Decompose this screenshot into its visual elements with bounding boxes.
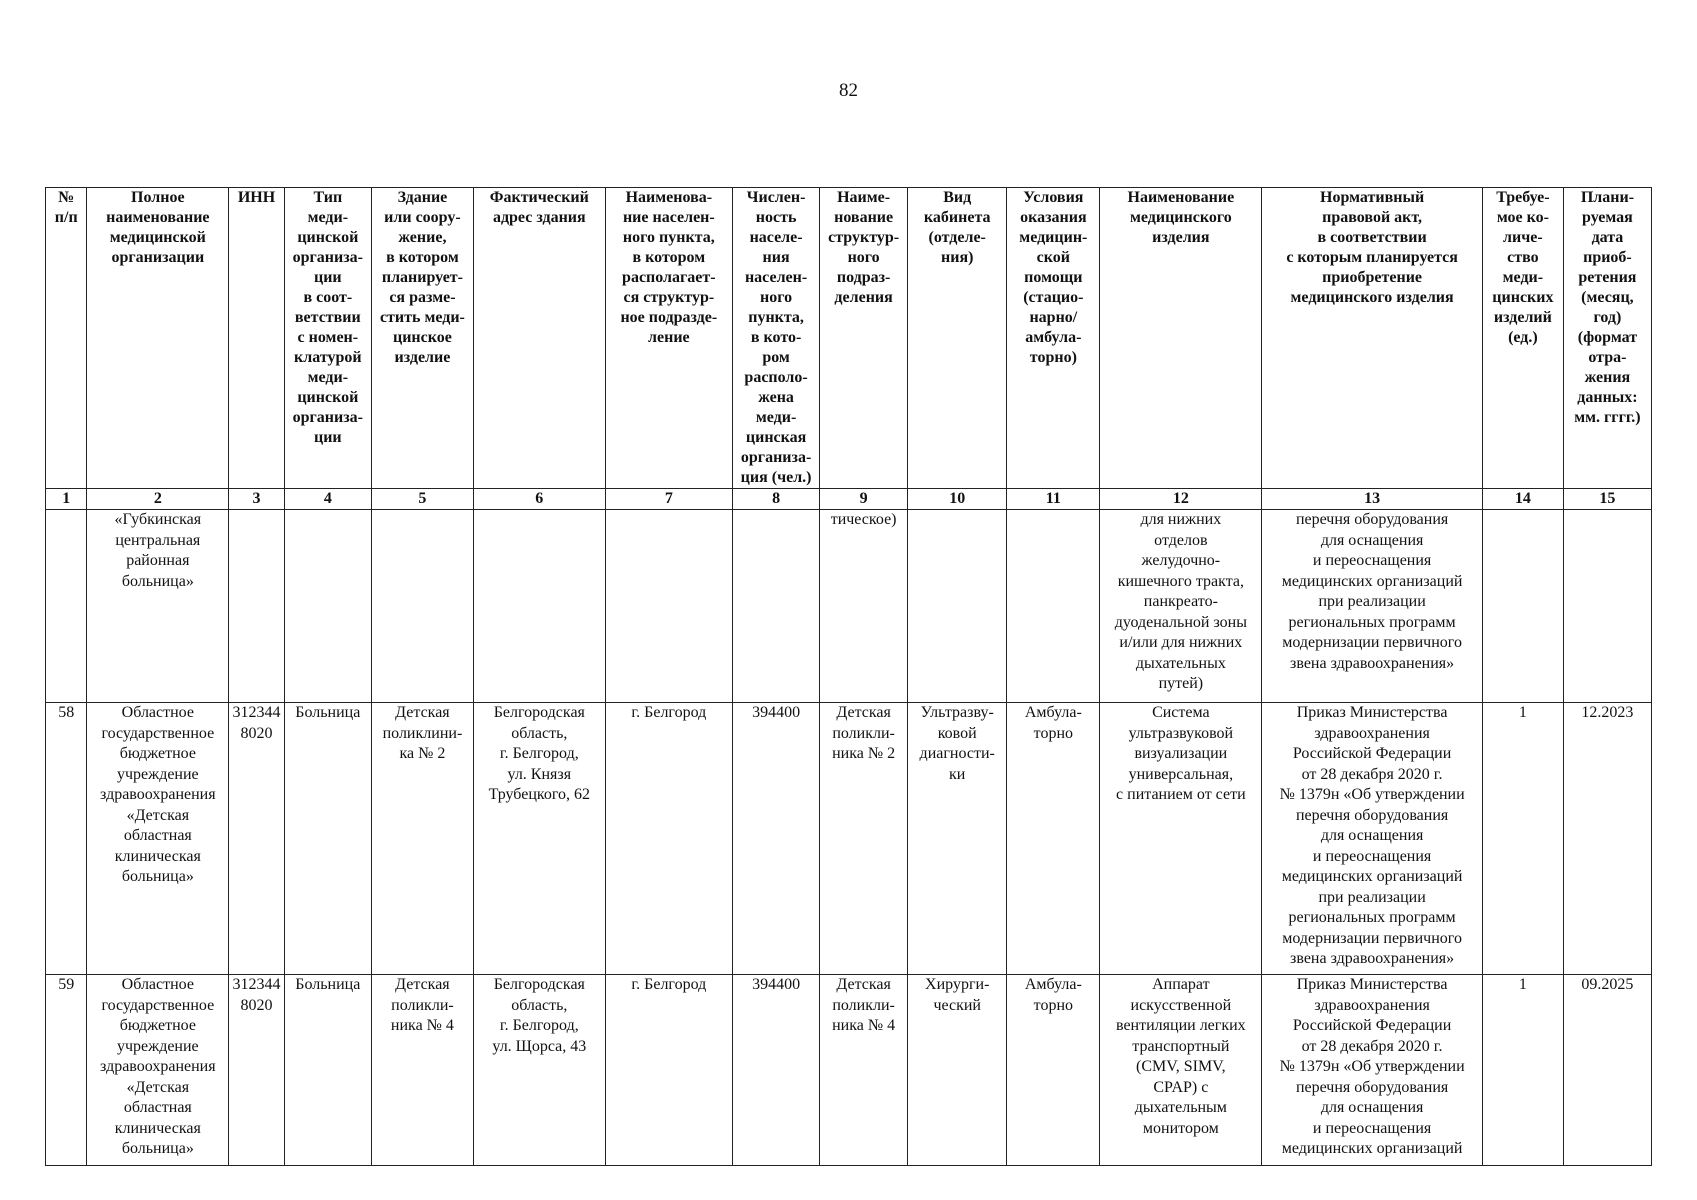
header-cell: Вид кабинета (отделе- ния) xyxy=(908,188,1007,489)
column-number: 4 xyxy=(284,489,371,510)
header-cell: Условия оказания медицин- ской помощи (стацио- нарно/ амбула- торно) xyxy=(1007,188,1100,489)
header-cell: Тип меди- цинской организа- ции в соот- ветствии с номен- клатурой меди- цинской организа- ции xyxy=(284,188,371,489)
cell-org: Областное государственное бюджетное учреждение здравоохранения «Детская областная клиническая больница» xyxy=(87,703,229,975)
cell-conditions: Амбула- торно xyxy=(1007,975,1100,1166)
header-cell: Наиме- нование структур- ного подраз- деления xyxy=(820,188,908,489)
column-number: 9 xyxy=(820,489,908,510)
cell-date: 12.2023 xyxy=(1563,703,1651,975)
cell-num: 58 xyxy=(46,703,87,975)
cell-type: Больница xyxy=(284,703,371,975)
cell-qty xyxy=(1482,510,1563,703)
column-number: 11 xyxy=(1007,489,1100,510)
column-number: 8 xyxy=(733,489,820,510)
cell-population: 394400 xyxy=(733,975,820,1166)
cell-cabinet: Ультразву- ковой диагности- ки xyxy=(908,703,1007,975)
cell-locality: г. Белгород xyxy=(605,703,733,975)
header-cell: Фактический адрес здания xyxy=(474,188,606,489)
cell-type: Больница xyxy=(284,975,371,1166)
cell-locality: г. Белгород xyxy=(605,975,733,1166)
cell-device: Аппарат искусственной вентиляции легких транспортный (CMV, SIMV, CPAP) с дыхательным монитором xyxy=(1100,975,1262,1166)
equipment-table xyxy=(45,187,1652,1166)
cell-conditions: Амбула- торно xyxy=(1007,703,1100,975)
header-cell: Полное наименование медицинской организации xyxy=(87,188,229,489)
header-cell: Нормативный правовой акт, в соответствии с которым планируется приобретение медицинского изделия xyxy=(1262,188,1483,489)
column-number: 7 xyxy=(605,489,733,510)
header-cell: Наименова- ние населен- ного пункта, в котором располагает- ся структур- ное подразде- ление xyxy=(605,188,733,489)
cell-cabinet xyxy=(908,510,1007,703)
cell-device: Система ультразвуковой визуализации универсальная, с питанием от сети xyxy=(1100,703,1262,975)
cell-building: Детская поликлини- ка № 2 xyxy=(371,703,473,975)
table-row xyxy=(46,975,1652,1166)
cell-date: 09.2025 xyxy=(1563,975,1651,1166)
column-number: 13 xyxy=(1262,489,1483,510)
cell-population: 394400 xyxy=(733,703,820,975)
cell-act: перечня оборудования для оснащения и переоснащения медицинских организаций при реализации региональных программ модернизации первичного звена здравоохранения» xyxy=(1262,510,1483,703)
cell-num xyxy=(46,510,87,703)
header-row xyxy=(46,188,1652,489)
cell-act: Приказ Министерства здравоохранения Российской Федерации от 28 декабря 2020 г. № 1379н «Об утверждении перечня оборудования для оснащения и переоснащения медицинских организаций при реализации региональных программ модернизации первичного звена здравоохранения» xyxy=(1262,703,1483,975)
column-number: 1 xyxy=(46,489,87,510)
cell-qty: 1 xyxy=(1482,703,1563,975)
cell-locality xyxy=(605,510,733,703)
cell-address: Белгородская область, г. Белгород, ул. Князя Трубецкого, 62 xyxy=(474,703,606,975)
column-number: 15 xyxy=(1563,489,1651,510)
table-row xyxy=(46,510,1652,703)
cell-building: Детская поликли- ника № 4 xyxy=(371,975,473,1166)
header-cell: Числен- ность населе- ния населен- ного пункта, в кото- ром располо- жена меди- цинская организа- ция (чел.) xyxy=(733,188,820,489)
cell-address: Белгородская область, г. Белгород, ул. Щорса, 43 xyxy=(474,975,606,1166)
cell-unit: Детская поликли- ника № 2 xyxy=(820,703,908,975)
header-cell: Требуе- мое ко- личе- ство меди- цинских изделий (ед.) xyxy=(1482,188,1563,489)
cell-date xyxy=(1563,510,1651,703)
cell-unit: тическое) xyxy=(820,510,908,703)
cell-unit: Детская поликли- ника № 4 xyxy=(820,975,908,1166)
cell-act: Приказ Министерства здравоохранения Российской Федерации от 28 декабря 2020 г. № 1379н «Об утверждении перечня оборудования для оснащения и переоснащения медицинских организаций xyxy=(1262,975,1483,1166)
header-cell: № п/п xyxy=(46,188,87,489)
cell-inn: 312344 8020 xyxy=(229,703,285,975)
cell-address xyxy=(474,510,606,703)
cell-inn: 312344 8020 xyxy=(229,975,285,1166)
cell-num: 59 xyxy=(46,975,87,1166)
header-cell: ИНН xyxy=(229,188,285,489)
cell-org: «Губкинская центральная районная больница» xyxy=(87,510,229,703)
cell-type xyxy=(284,510,371,703)
column-number: 3 xyxy=(229,489,285,510)
header-cell: Наименование медицинского изделия xyxy=(1100,188,1262,489)
column-number: 6 xyxy=(474,489,606,510)
table-row xyxy=(46,703,1652,975)
column-number: 10 xyxy=(908,489,1007,510)
column-number: 12 xyxy=(1100,489,1262,510)
column-number-row xyxy=(46,489,1652,510)
header-cell: Плани- руемая дата приоб- ретения (месяц, год) (формат отра- жения данных: мм. гггг.) xyxy=(1563,188,1651,489)
cell-device: для нижних отделов желудочно- кишечного тракта, панкреато- дуоденальной зоны и/или для нижних дыхательных путей) xyxy=(1100,510,1262,703)
cell-qty: 1 xyxy=(1482,975,1563,1166)
cell-population xyxy=(733,510,820,703)
column-number: 2 xyxy=(87,489,229,510)
header-cell: Здание или соору- жение, в котором планирует- ся разме- стить меди- цинское изделие xyxy=(371,188,473,489)
cell-cabinet: Хирурги- ческий xyxy=(908,975,1007,1166)
cell-inn xyxy=(229,510,285,703)
cell-org: Областное государственное бюджетное учреждение здравоохранения «Детская областная клиническая больница» xyxy=(87,975,229,1166)
column-number: 5 xyxy=(371,489,473,510)
page-number: 82 xyxy=(839,80,858,101)
cell-building xyxy=(371,510,473,703)
column-number: 14 xyxy=(1482,489,1563,510)
cell-conditions xyxy=(1007,510,1100,703)
